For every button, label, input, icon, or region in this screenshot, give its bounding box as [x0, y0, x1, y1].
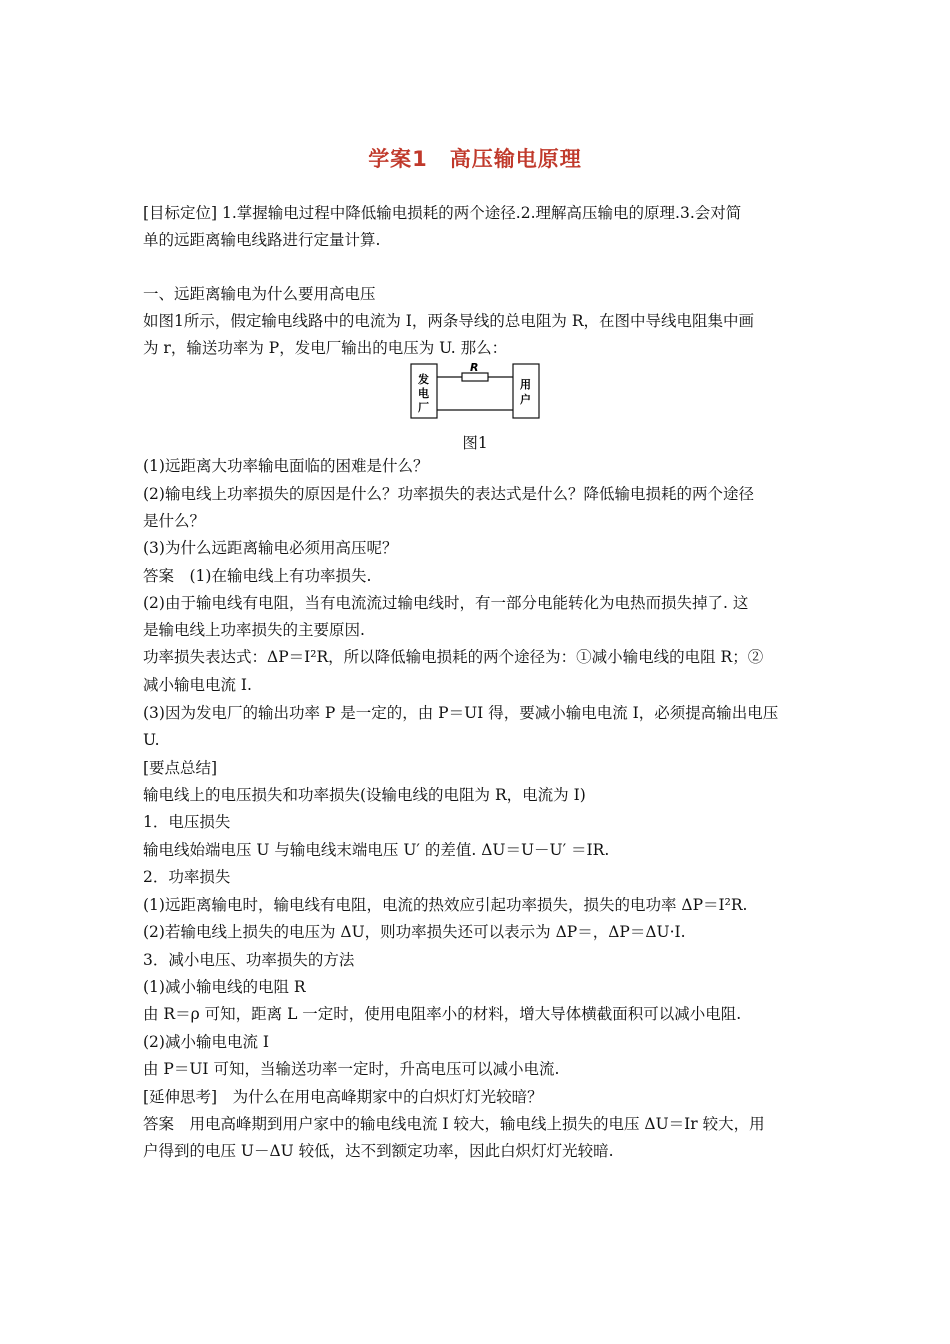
intro-line-2: 为 r，输送功率为 P，发电厂输出的电压为 U. 那么： — [143, 339, 508, 357]
reduce-current-text: 由 P＝UI 可知，当输送功率一定时，升高电压可以减小电流. — [143, 1060, 560, 1078]
power-loss-expression-line-1: 功率损失表达式：ΔP＝I²R，所以降低输电损耗的两个途径为：①减小输电线的电阻 R；② — [143, 648, 764, 666]
question-2-line-2: 是什么？ — [143, 512, 206, 530]
user-box — [513, 364, 539, 418]
figure-caption: 图1 — [462, 434, 488, 452]
answer-2-line-1: (2)由于输电线有电阻，当有电流流过输电线时，有一部分电能转化为电热而损失掉了. 这 — [143, 594, 749, 612]
power-plant-label-2: 电 — [418, 387, 429, 400]
power-plant-label-3: 厂 — [418, 401, 429, 414]
extension-answer-line-2: 户得到的电压 U－ΔU 较低，达不到额定功率，因此白炽灯灯光较暗. — [143, 1142, 614, 1160]
power-plant-label-1: 发 — [418, 373, 429, 386]
voltage-loss-heading: 1．电压损失 — [143, 813, 231, 831]
question-3: (3)为什么远距离输电必须用高压呢？ — [143, 539, 398, 557]
voltage-loss-text: 输电线始端电压 U 与输电线末端电压 U′ 的差值. ΔU＝U－U′ ＝IR. — [143, 841, 610, 859]
reduce-resistance-text: 由 R＝ρ 可知，距离 L 一定时，使用电阻率小的材料，增大导体横截面积可以减小电阻. — [143, 1005, 742, 1023]
circuit-diagram — [410, 363, 540, 419]
page-title: 学案1 高压输电原理 — [368, 147, 582, 171]
extension-question: [延伸思考] 为什么在用电高峰期家中的白炽灯灯光较暗？ — [143, 1088, 543, 1106]
summary-intro: 输电线上的电压损失和功率损失(设输电线的电阻为 R，电流为 I) — [143, 786, 586, 804]
resistor-symbol — [462, 373, 488, 381]
goal-line-2: 单的远距离输电线路进行定量计算. — [143, 231, 381, 249]
answer-2-line-2: 是输电线上功率损失的主要原因. — [143, 621, 365, 639]
reduce-resistance-heading: (1)减小输电线的电阻 R — [143, 978, 306, 996]
question-1: (1)远距离大功率输电面临的困难是什么？ — [143, 457, 429, 475]
resistor-label: R — [470, 363, 479, 374]
user-label-2: 户 — [520, 393, 531, 406]
power-loss-text-1: (1)远距离输电时，输电线有电阻，电流的热效应引起功率损失，损失的电功率 ΔP＝I²R. — [143, 896, 748, 914]
power-loss-text-2: (2)若输电线上损失的电压为 ΔU，则功率损失还可以表示为 ΔP＝，ΔP＝ΔU·I. — [143, 923, 686, 941]
summary-heading: [要点总结] — [143, 759, 218, 777]
user-label-1: 用 — [520, 378, 531, 391]
power-loss-heading: 2．功率损失 — [143, 868, 231, 886]
answer-3-line-2: U. — [143, 731, 160, 749]
goal-line-1: [目标定位] 1.掌握输电过程中降低输电损耗的两个途径.2.理解高压输电的原理.3.会对简 — [143, 204, 742, 222]
answer-1: 答案 (1)在输电线上有功率损失. — [143, 567, 372, 585]
power-loss-expression-line-2: 减小输电电流 I. — [143, 676, 252, 694]
reduction-heading: 3．减小电压、功率损失的方法 — [143, 951, 355, 969]
question-2-line-1: (2)输电线上功率损失的原因是什么？功率损失的表达式是什么？降低输电损耗的两个途径 — [143, 485, 754, 503]
extension-answer-line-1: 答案 用电高峰期到用户家中的输电线电流 I 较大，输电线上损失的电压 ΔU＝Ir 较大，用 — [143, 1115, 765, 1133]
intro-line-1: 如图1所示，假定输电线路中的电流为 I，两条导线的总电阻为 R，在图中导线电阻集中画 — [143, 312, 755, 330]
answer-3-line-1: (3)因为发电厂的输出功率 P 是一定的，由 P＝UI 得，要减小输电电流 I，必须提高输出电压 — [143, 704, 779, 722]
reduce-current-heading: (2)减小输电电流 I — [143, 1033, 270, 1051]
section-heading: 一、远距离输电为什么要用高电压 — [143, 285, 376, 303]
